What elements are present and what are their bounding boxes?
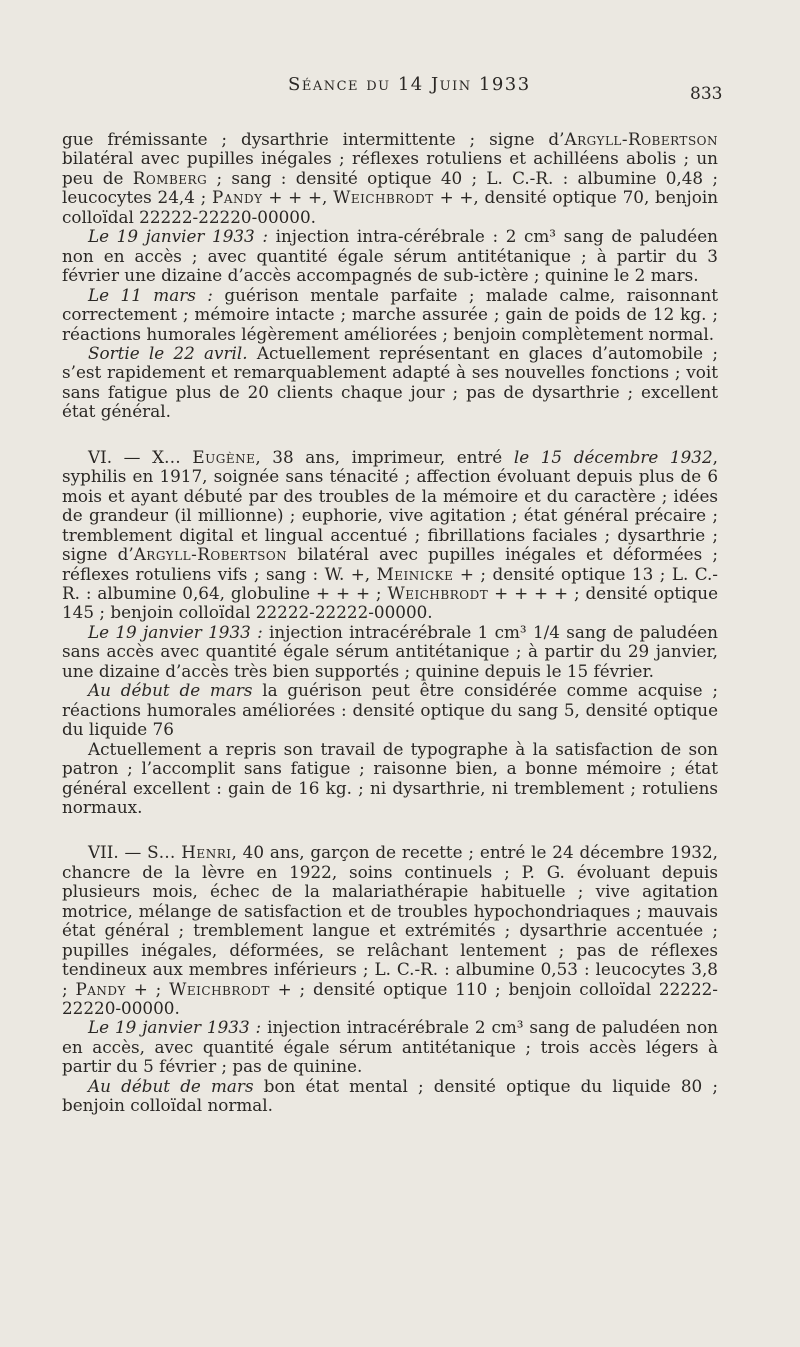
italic-text: Le 19 janvier 1933 : <box>88 1017 262 1038</box>
text-run: injection intracérébrale 2 cm³ sang de paludéen non en accès, avec quantité égale sérum antitétanique ; trois accès légers à partir du 5 février ; pas de quinine. <box>62 1017 718 1077</box>
text-run: , syphilis en 1917, soignée sans ténacité ; affection évoluant depuis plus de 6 mois et ayant débuté par des troubles de la mémoire et du caractère ; idées de grandeur (il millionne) ; euphorie, vive agitation ; état général précaire ; tremblement digital et lingual accentué ; fibrillations faciales ; dysarthrie ; signe d’ <box>62 446 718 565</box>
text-run: + ; <box>125 978 170 999</box>
italic-text: le 15 décembre 1932 <box>513 446 713 467</box>
proper-name: Romberg <box>132 167 208 188</box>
proper-name: Henri <box>181 842 232 863</box>
text-run: gue frémissante ; dysarthrie intermittente ; signe d’ <box>62 129 565 149</box>
page-number: 833 <box>690 84 723 104</box>
text-run: Actuellement a repris son travail de typographe à la satisfaction de son patron ; l’accomplit sans fatigue ; raisonne bien, a bonne mémoire ; état général excellent : gain de 16 kg. ; ni dysarthrie, ni tremblement ; rotuliens normaux. <box>62 738 718 817</box>
text-run: bilatéral avec pupilles inégales ; réflexes rotuliens et achilléens abolis ; un peu de <box>62 148 718 188</box>
proper-name: Argyll-Robertson <box>564 129 718 149</box>
italic-text: Le 19 janvier 1933 : <box>88 226 268 247</box>
paragraph <box>62 227 718 285</box>
text-run: ; sang : densité optique 40 ; L. C.-R. : albumine 0,48 ; leucocytes 24,4 ; <box>62 167 718 208</box>
italic-text: Au début de mars <box>88 1075 254 1096</box>
text-run: VI. — X… <box>88 446 193 467</box>
text-run: , 38 ans, imprimeur, entré <box>255 446 514 467</box>
proper-name: Weichbrodt <box>387 582 489 603</box>
paragraph <box>62 681 718 739</box>
paragraph <box>62 344 718 422</box>
text-run: + + + + ; densité optique 145 ; benjoin colloïdal 22222-22222-00000. <box>62 582 719 623</box>
proper-name: Weichbrodt <box>169 978 270 999</box>
italic-text: Au début de mars <box>88 680 253 701</box>
body-text <box>62 130 718 1116</box>
paragraph <box>62 1077 718 1116</box>
text-run: bilatéral avec pupilles inégales et déformées ; réflexes rotuliens vifs ; sang : W. +, <box>62 544 718 584</box>
running-head <box>0 74 800 104</box>
proper-name: Pandy <box>212 187 263 208</box>
italic-text: Le 11 mars : <box>88 284 213 305</box>
text-run: la guérison peut être considérée comme acquise ; réactions humorales améliorées : densité optique du sang 5, densité optique du liquide 76 <box>62 680 718 740</box>
paragraph <box>62 843 718 1018</box>
paragraph <box>62 623 718 681</box>
text-run: guérison mentale parfaite ; malade calme, raisonnant correctement ; mémoire intacte ; marche assurée ; gain de poids de 12 kg. ; réactions humorales légèrement améliorées ; benjoin complètement normal. <box>62 284 718 344</box>
text-run: + ; densité optique 13 ; L. C.-R. : albumine 0,64, globuline + + + ; <box>62 563 718 603</box>
proper-name: Weichbrodt <box>333 187 434 208</box>
proper-name: Pandy <box>75 978 126 999</box>
paragraph <box>62 130 718 227</box>
text-run: + ; densité optique 110 ; benjoin colloïdal 22222-22220-00000. <box>62 978 718 1019</box>
text-run: + +, densité optique 70, benjoin colloïdal 22222-22220-00000. <box>62 187 718 227</box>
paragraph <box>62 448 718 623</box>
italic-text: Sortie le 22 avril. <box>88 342 248 363</box>
paragraph <box>62 286 718 344</box>
text-run: + + +, <box>262 187 334 208</box>
paragraph <box>62 1018 718 1076</box>
proper-name: Argyll-Robertson <box>133 544 288 565</box>
paragraph <box>62 740 718 818</box>
text-run: injection intracérébrale 1 cm³ 1/4 sang de paludéen sans accès avec quantité égale sérum antitétanique ; à partir du 29 janvier, une dizaine d’accès très bien supportés ; quinine depuis le 15 février. <box>62 621 718 681</box>
running-title: Séance du 14 Juin 1933 <box>288 74 531 95</box>
text-run: bon état mental ; densité optique du liquide 80 ; benjoin colloïdal normal. <box>62 1075 718 1116</box>
text-run: injection intra-cérébrale : 2 cm³ sang de paludéen non en accès ; avec quantité égale sérum antitétanique ; à partir du 3 février une dizaine d’accès accompagnés de sub-ictère ; quinine le 2 mars. <box>62 226 718 286</box>
text-run: , 40 ans, garçon de recette ; entré le 24 décembre 1932, chancre de la lèvre en 1922, soins continuels ; P. G. évoluant depuis plusieurs mois, échec de la malariathérapie habituelle ; vive agitation motrice, mélange de satisfaction et de troubles hypochondriaques ; mauvais état général ; tremblement langue et extrémités ; dysarthrie accentuée ; pupilles inégales, déformées, se relâchant lentement ; pas de réflexes tendineux aux membres inférieurs ; L. C.-R. : albumine 0,53 : leucocytes 3,8 ; <box>62 842 718 999</box>
text-run: Actuellement représentant en glaces d’automobile ; s’est rapidement et remarquablement adapté à ses nouvelles fonctions ; voit sans fatigue plus de 20 clients chaque jour ; pas de dysarthrie ; excellent état général. <box>62 342 718 422</box>
proper-name: Eugène <box>192 446 256 467</box>
proper-name: Meinicke <box>376 563 454 584</box>
text-run: VII. — S… <box>88 842 182 863</box>
italic-text: Le 19 janvier 1933 : <box>88 621 263 642</box>
